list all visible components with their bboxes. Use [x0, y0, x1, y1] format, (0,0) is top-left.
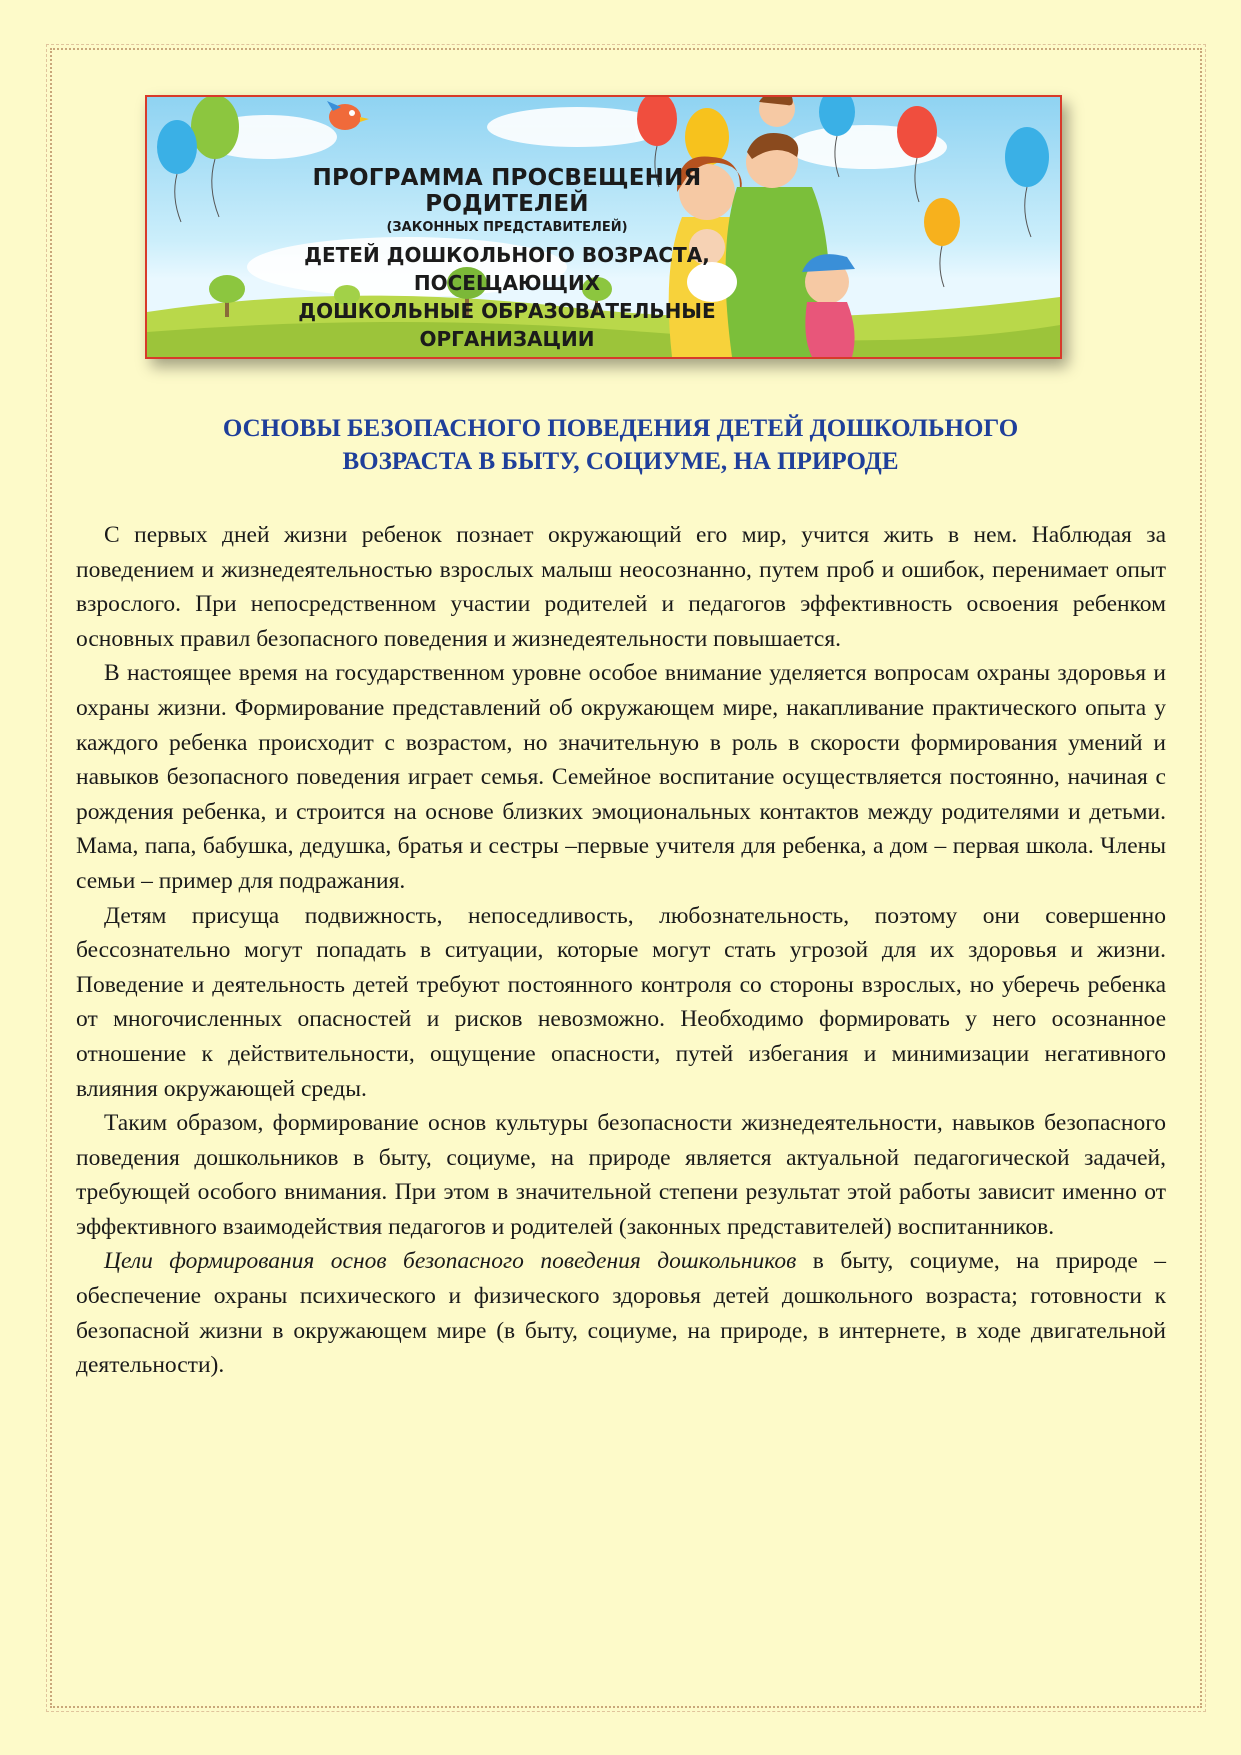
paragraph-conclusion: Таким образом, формирование основ культуры безопасности жизнедеятельности, навыков безопасного поведения дошкольников в быту, социуме, на природе является актуальной педагогической задачей, требующей особого внимания. При этом в значительной степени результат этой работы зависит именно от эффективного взаимодействия педагогов и родителей (законных представителей) воспитанников.: [76, 1110, 1166, 1240]
banner-line-organizations: ДОШКОЛЬНЫЕ ОБРАЗОВАТЕЛЬНЫЕ ОРГАНИЗАЦИИ: [298, 299, 716, 351]
paragraph-family: В настоящее время на государственном уровне особое внимание уделяется вопросам охраны здоровья и охраны жизни. Формирование представлений об окружающем мире, накапливание практического опыта у каждого ребенка происходит с возрастом, но значительную в роль в скорости формирования умений и навыков безопасного поведения играет семья. Семейное воспитание осуществляется постоянно, начиная с рождения ребенка, и строится на основе близких эмоциональных контактов между родителями и детьми. Мама, папа, бабушка, дедушка, братья и сестры –первые учителя для ребенка, а дом – первая школа. Члены семьи – пример для подражания.: [76, 660, 1166, 894]
title-line-1: ОСНОВЫ БЕЗОПАСНОГО ПОВЕДЕНИЯ ДЕТЕЙ ДОШКОЛЬНОГО: [222, 415, 1019, 442]
banner-heading: [237, 165, 777, 353]
goals-italic-lead: Цели формирования основ безопасного поведения дошкольников: [104, 1248, 797, 1275]
article-body: [76, 518, 1166, 1383]
paragraph-intro: С первых дней жизни ребенок познает окружающий его мир, учится жить в нем. Наблюдая за поведением и жизнедеятельностью взрослых малыш неосознанно, путем проб и ошибок, перенимает опыт взрослого. При непосредственном участии родителей и педагогов эффективность освоения ребенком основных правил безопасного поведения и жизнедеятельности повышается.: [76, 522, 1166, 652]
title-line-2: ВОЗРАСТА В БЫТУ, СОЦИУМЕ, НА ПРИРОДЕ: [342, 448, 899, 475]
banner-line-program: ПРОГРАММА ПРОСВЕЩЕНИЯ РОДИТЕЛЕЙ: [312, 165, 702, 217]
goals-text: в быту, социуме, на природе – обеспечение охраны психического и физического здоровья детей дошкольного возраста; готовности к безопасной жизни в окружающем мире (в быту, социуме, на природе, в интернете, в ходе двигательной деятельности).: [76, 1248, 1166, 1379]
paragraph-goals: [76, 1244, 1166, 1382]
banner-line-legal-reps: (ЗАКОННЫХ ПРЕДСТАВИТЕЛЕЙ): [386, 220, 628, 235]
program-banner: [145, 95, 1062, 359]
page-title: [75, 412, 1166, 478]
bird-icon: [327, 101, 369, 130]
banner-line-children: ДЕТЕЙ ДОШКОЛЬНОГО ВОЗРАСТА, ПОСЕЩАЮЩИХ: [304, 243, 710, 295]
paragraph-risks: Детям присуща подвижность, непоседливость, любознательность, поэтому они совершенно бессознательно могут попадать в ситуации, которые могут стать угрозой для их здоровья и жизни. Поведение и деятельность детей требуют постоянного контроля со стороны взрослых, но уберечь ребенка от многочисленных опасностей и рисков невозможно. Необходимо формировать у него осознанное отношение к действительности, ощущение опасности, путей избегания и минимизации негативного влияния окружающей среды.: [76, 902, 1166, 1102]
